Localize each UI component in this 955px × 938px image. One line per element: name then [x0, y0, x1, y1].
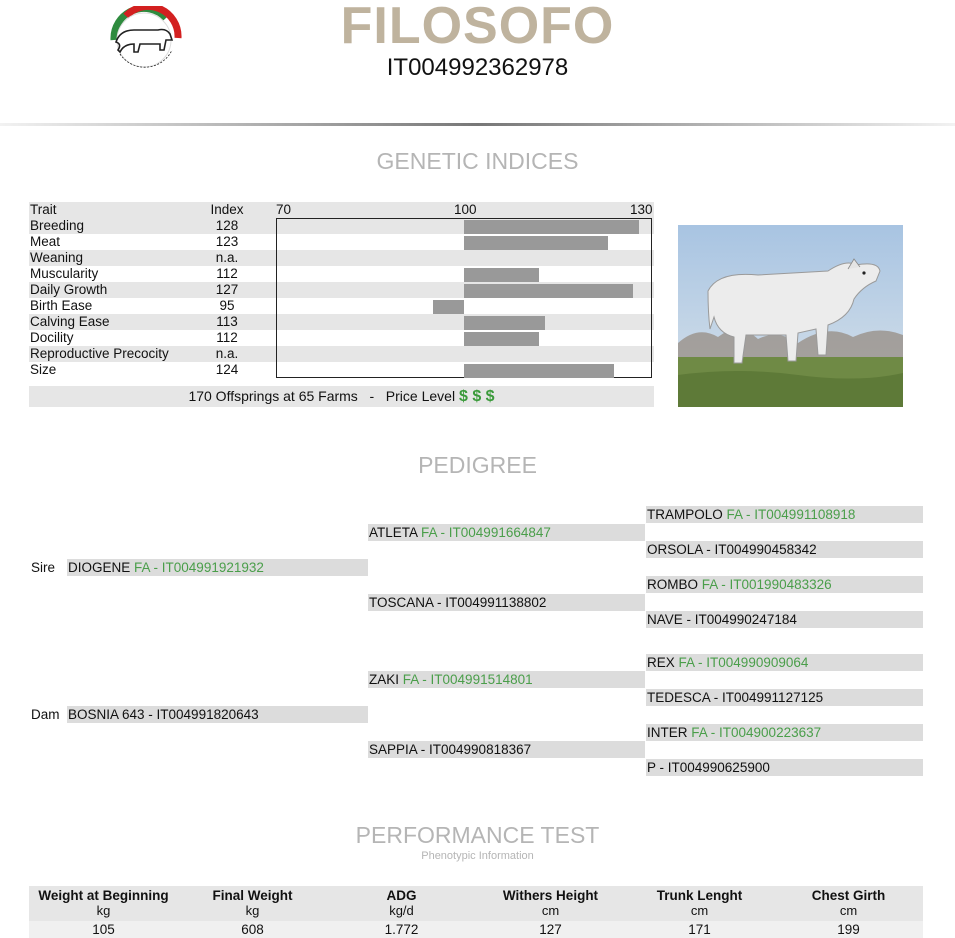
dam-label: Dam	[31, 707, 60, 722]
col-name: Withers Height	[502, 888, 599, 903]
ancestor-name: ATLETA	[369, 525, 418, 540]
sire-fa: FA - IT004991921932	[134, 560, 264, 575]
index-bar	[464, 332, 539, 346]
performance-table-header	[29, 886, 923, 921]
trait-index: 127	[215, 282, 239, 297]
great-grandparent-entry-2[interactable]	[646, 541, 923, 558]
trait-name: Birth Ease	[30, 298, 93, 313]
col-value: 1.772	[384, 922, 419, 937]
ancestor-fa: FA - IT004991108918	[726, 507, 856, 522]
index-column-header: Index	[210, 202, 244, 217]
granddam-maternal-entry[interactable]	[368, 741, 645, 758]
col-value: 199	[837, 922, 860, 937]
genetic-indices-title: GENETIC INDICES	[376, 148, 579, 174]
sire-entry[interactable]	[67, 559, 368, 576]
grandsire-paternal-entry[interactable]	[368, 524, 645, 541]
trait-index: 113	[216, 314, 238, 329]
great-grandparent-entry-5[interactable]	[646, 654, 923, 671]
sire-label: Sire	[31, 560, 56, 575]
great-grandparent-entry-1[interactable]	[646, 506, 923, 523]
ancestor-name: ZAKI	[369, 672, 400, 687]
index-bar-chart	[276, 218, 652, 378]
great-grandparent-entry-8[interactable]	[646, 759, 923, 776]
sire-name: DIOGENE	[68, 560, 131, 575]
ancestor-fa: FA - IT004991664847	[421, 525, 551, 540]
ancestor-name: TRAMPOLO	[647, 507, 723, 522]
ancestor-name: SAPPIA - IT004990818367	[369, 742, 532, 757]
trait-index: 112	[216, 330, 238, 345]
scale-mid-label: 100	[454, 202, 477, 217]
bull-id: IT004992362978	[386, 54, 569, 81]
performance-test-title: PERFORMANCE TEST	[355, 822, 600, 848]
trait-name: Reproductive Precocity	[30, 346, 169, 361]
trait-name: Size	[30, 362, 57, 377]
ancestor-name: REX	[647, 655, 675, 670]
ancestor-fa: FA - IT004990909064	[678, 655, 809, 670]
ancestor-fa: FA - IT004900223637	[691, 725, 822, 740]
trait-index: 123	[215, 234, 239, 249]
col-name: Trunk Lenght	[656, 888, 743, 903]
grandsire-maternal-entry[interactable]	[368, 671, 645, 688]
trait-column-header: Trait	[30, 202, 57, 217]
trait-name: Calving Ease	[30, 314, 110, 329]
price-level-icon: $ $ $	[458, 388, 495, 405]
scale-min-label: 70	[276, 202, 292, 217]
ancestor-name: ROMBO	[647, 577, 699, 592]
genetic-table-header	[29, 202, 654, 218]
index-bar	[464, 268, 539, 282]
trait-name: Muscularity	[30, 266, 99, 281]
col-unit: kg/d	[389, 903, 414, 918]
great-grandparent-entry-7[interactable]	[646, 724, 923, 741]
header-divider	[0, 123, 955, 126]
trait-name: Daily Growth	[30, 282, 108, 297]
index-bar	[464, 220, 639, 234]
great-grandparent-entry-3[interactable]	[646, 576, 923, 593]
index-bar	[464, 284, 633, 298]
bull-photo	[678, 225, 903, 407]
ancestor-name: P - IT004990625900	[647, 760, 770, 775]
index-bar	[464, 364, 614, 378]
offspring-summary	[29, 386, 654, 407]
trait-name: Weaning	[30, 250, 84, 265]
trait-index: 112	[216, 266, 238, 281]
col-unit: kg	[245, 903, 260, 918]
great-grandparent-entry-6[interactable]	[646, 689, 923, 706]
performance-subtitle: Phenotypic Information	[421, 850, 534, 862]
trait-index: 124	[215, 362, 239, 377]
ancestor-fa: FA - IT004991514801	[402, 672, 533, 687]
ancestor-name: INTER	[647, 725, 688, 740]
index-bar	[433, 300, 464, 314]
ancestor-name: TEDESCA - IT004991127125	[647, 690, 824, 705]
granddam-paternal-entry[interactable]	[368, 594, 645, 611]
col-name: Chest Girth	[811, 888, 886, 903]
great-grandparent-entry-4[interactable]	[646, 611, 923, 628]
trait-name: Breeding	[30, 218, 85, 233]
index-bar	[464, 316, 545, 330]
dam-entry[interactable]	[67, 706, 368, 723]
ancestor-name: TOSCANA - IT004991138802	[369, 595, 547, 610]
trait-index: 95	[219, 298, 235, 313]
col-value: 608	[241, 922, 264, 937]
trait-index: 128	[215, 218, 239, 233]
trait-name: Meat	[30, 234, 61, 249]
col-unit: kg	[96, 903, 111, 918]
col-unit: cm	[541, 903, 560, 918]
bull-name: FILOSOFO	[340, 0, 615, 55]
col-value: 105	[92, 922, 115, 937]
ancestor-fa: FA - IT001990483326	[701, 577, 832, 592]
col-value: 171	[688, 922, 711, 937]
col-unit: cm	[690, 903, 709, 918]
col-name: Final Weight	[212, 888, 293, 903]
offspring-text: 170 Offsprings at 65 Farms - Price Level	[188, 388, 456, 404]
ancestor-name: ORSOLA - IT004990458342	[647, 542, 817, 557]
col-name: ADG	[386, 888, 417, 903]
performance-table-values	[29, 921, 923, 938]
scale-max-label: 130	[630, 202, 653, 217]
trait-name: Docility	[30, 330, 74, 345]
col-unit: cm	[839, 903, 858, 918]
trait-index: n.a.	[215, 346, 239, 361]
col-name: Weight at Beginning	[38, 888, 169, 903]
dam-name: BOSNIA 643 - IT004991820643	[68, 707, 259, 722]
pedigree-title: PEDIGREE	[418, 452, 537, 478]
trait-index: n.a.	[215, 250, 239, 265]
col-value: 127	[539, 922, 562, 937]
index-bar	[464, 236, 608, 250]
ancestor-name: NAVE - IT004990247184	[647, 612, 797, 627]
